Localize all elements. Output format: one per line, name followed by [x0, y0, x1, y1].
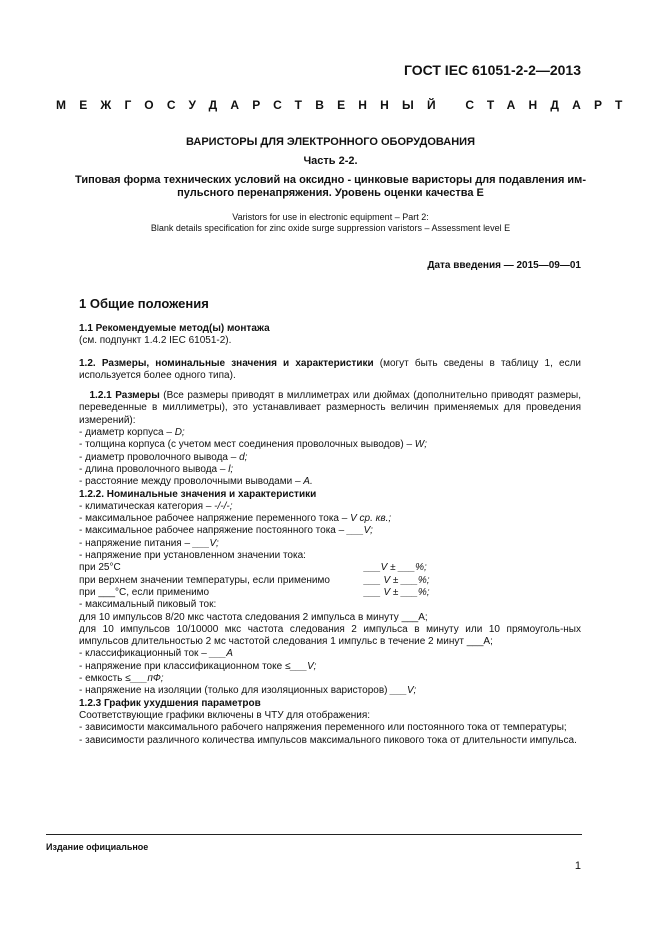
- clause-1-2-3-text: Соответствующие графики включены в ЧТУ для отображения:: [79, 709, 371, 721]
- dimension-item: [79, 476, 581, 488]
- dimension-item: [79, 452, 581, 464]
- misc-item-text: - емкость: [79, 673, 126, 685]
- misc-item-text: - напряжение при классификационном токе: [79, 660, 285, 672]
- pulse-1: для 10 импульсов 8/20 мкс частота следования 2 импульса в минуту ___А;: [79, 611, 428, 623]
- dimension-item: [79, 439, 581, 451]
- clause-1-2-1: [79, 390, 581, 427]
- dimension-item-symbol: – W;: [406, 439, 428, 451]
- misc-item: [79, 648, 581, 660]
- rating-item: [79, 538, 581, 550]
- graphs-list: [79, 722, 581, 747]
- rating-item-text: - напряжение питания: [79, 537, 185, 549]
- clause-1-2-text: (могут быть сведены в таблицу 1, если используется более одного типа).: [79, 357, 581, 381]
- dimension-item-text: - длина проволочного вывода: [79, 463, 220, 475]
- document-subtitle: [72, 174, 589, 200]
- intro-date: [427, 260, 581, 271]
- english-title-line-1: Varistors for use in electronic equipment – Part 2:: [232, 212, 429, 222]
- dimensions-list: [79, 427, 581, 488]
- misc-item-text: - напряжение на изоляции (только для изоляционных варисторов): [79, 685, 391, 697]
- rating-item-text: - климатическая категория: [79, 500, 206, 512]
- rating-item: [79, 501, 581, 513]
- page-number: 1: [574, 860, 581, 872]
- temperature-condition: при ___°С, если применимо: [79, 586, 210, 598]
- section-body: [79, 323, 581, 747]
- dimension-item-text: - диаметр проволочного вывода: [79, 451, 231, 463]
- temperature-condition: при верхнем значении температуры, если применимо: [79, 574, 330, 586]
- ratings-list: [79, 501, 581, 562]
- clause-1-2-1-text: (Все размеры приводят в миллиметрах или дюймах (дополнительно приводят размеры, переведенные в миллиметры), это устанавливает размерность величин применяемых для проведения измерений):: [79, 390, 581, 426]
- pulse-2: для 10 импульсов 10/10000 мкс частота следования 2 импульса в минуту или 10 прямоуголь-ных импульсов длительностью 2 мс частотой следования 1 импульс в течение 2 минут ___А;: [79, 623, 581, 648]
- misc-item-symbol: ___V;: [390, 685, 417, 697]
- dimension-item-text: - расстояние между проволочными выводами: [79, 476, 295, 488]
- document-number: ГОСТ IEC 61051-2-2—2013: [403, 62, 581, 78]
- dimension-item: [79, 464, 581, 476]
- subtitle-line-2: пульсного перенапряжения. Уровень оценки качества Е: [177, 187, 484, 199]
- dimension-item-text: - толщина корпуса (с учетом мест соединения проволочных выводов): [79, 439, 407, 451]
- rating-item-symbol: – ___V;: [338, 525, 373, 537]
- intro-date-label: Дата введения: [427, 260, 501, 271]
- peak-current-label: - максимальный пиковый ток:: [79, 599, 217, 611]
- rating-item: [79, 513, 581, 525]
- temperature-rows: [79, 562, 581, 599]
- misc-item: [79, 661, 581, 673]
- misc-list: [79, 648, 581, 697]
- english-title: [72, 212, 589, 234]
- misc-item: [79, 685, 581, 697]
- clause-1-1-text: (см. подпункт 1.4.2 IEC 61051-2).: [79, 335, 232, 347]
- rating-item-symbol: – ___V;: [184, 537, 219, 549]
- rating-item: [79, 550, 581, 562]
- rating-item-symbol: – V ср. кв.;: [341, 513, 392, 525]
- intro-date-value: — 2015—09—01: [500, 260, 581, 271]
- document-title: ВАРИСТОРЫ ДЛЯ ЭЛЕКТРОННОГО ОБОРУДОВАНИЯ: [186, 136, 475, 148]
- footer-divider: [46, 834, 582, 835]
- misc-item: [79, 673, 581, 685]
- section-title: 1 Общие положения: [79, 296, 209, 311]
- dimension-item-symbol: – l;: [219, 463, 234, 475]
- clause-1-2-2-title: 1.2.2. Номинальные значения и характеристики: [79, 488, 317, 500]
- standard-banner: МЕЖГОСУДАРСТВЕННЫЙ СТАНДАРТ: [56, 98, 636, 112]
- temperature-row: [79, 562, 581, 574]
- temperature-condition: при 25°С: [79, 562, 121, 574]
- rating-item: [79, 525, 581, 537]
- temperature-row: [79, 575, 581, 587]
- temperature-value: ___ V ± ___%;: [364, 574, 430, 586]
- subtitle-line-1: Типовая форма технических условий на оксидно - цинковые варисторы для подавления им-: [75, 174, 586, 186]
- misc-item-text: - классификационный ток: [79, 648, 202, 660]
- clause-1-2-3-title: 1.2.3 График ухудшения параметров: [79, 697, 261, 709]
- temperature-value: ___ V ± ___%;: [364, 586, 430, 598]
- temperature-row: [79, 587, 581, 599]
- dimension-item: [79, 427, 581, 439]
- english-title-line-2: Blank details specification for zinc oxide surge suppression varistors – Assessment level E: [150, 223, 511, 233]
- edition-label: Издание официальное: [46, 842, 149, 852]
- clause-1-2-title: 1.2. Размеры, номинальные значения и характеристики: [79, 357, 374, 369]
- dimension-item-symbol: – d;: [230, 451, 248, 463]
- misc-item-symbol: ≤___V;: [284, 660, 317, 672]
- rating-item-symbol: – -/-/-;: [205, 500, 233, 512]
- dimension-item-symbol: – A.: [294, 476, 313, 488]
- misc-item-symbol: – ___А: [201, 648, 233, 660]
- dimension-item-symbol: – D;: [166, 427, 185, 439]
- rating-item-text: - максимальное рабочее напряжение переменного тока: [79, 513, 342, 525]
- misc-item-symbol: ≤___пФ;: [125, 673, 164, 685]
- temperature-value: ___V ± ___%;: [364, 562, 427, 574]
- rating-item-text: - напряжение при установленном значении тока:: [79, 550, 306, 562]
- rating-item-text: - максимальное рабочее напряжение постоянного тока: [79, 525, 339, 537]
- clause-1-2-1-title: 1.2.1 Размеры: [89, 390, 160, 402]
- dimension-item-text: - диаметр корпуса: [79, 427, 167, 439]
- clause-1-2: [79, 358, 581, 383]
- document-part: Часть 2-2.: [303, 155, 358, 167]
- graph-item: - зависимости максимального рабочего напряжения переменного или постоянного тока от температуры;: [79, 722, 567, 734]
- clause-1-1-title: 1.1 Рекомендуемые метод(ы) монтажа: [79, 323, 270, 334]
- graph-item: - зависимости различного количества импульсов максимального пикового тока от длительности импульса.: [79, 734, 577, 746]
